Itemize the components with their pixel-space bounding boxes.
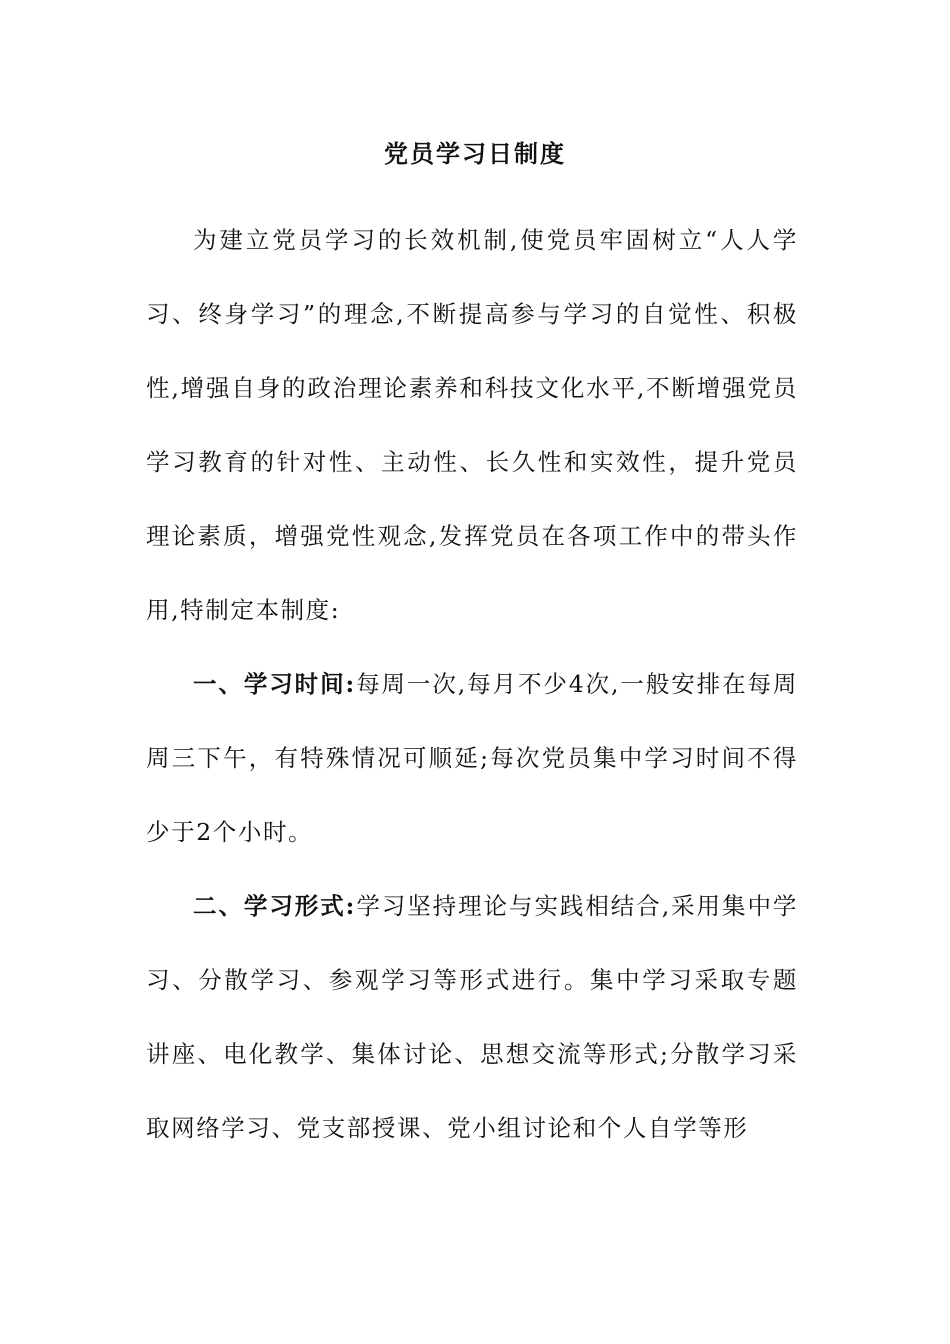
study-time-paragraph [146, 647, 798, 869]
study-form-text: 学习坚持理论与实践相结合,采用集中学习、分散学习、参观学习等形式进行。集中学习采取专题讲座、电化教学、集体讨论、思想交流等形式;分散学习采取网络学习、党支部授课、党小组讨论和个人自学等形 [146, 892, 798, 1142]
study-time-heading: 一、学习时间: [193, 670, 356, 698]
intro-paragraph-text: 为建立党员学习的长效机制,使党员牢固树立“人人学习、终身学习”的理念,不断提高参与学习的自觉性、积极性,增强自身的政治理论素养和科技文化水平,不断增强党员学习教育的针对性、主动性、长久性和实效性，提升党员理论素质，增强党性观念,发挥党员在各项工作中的带头作用,特制定本制度: [146, 226, 798, 624]
document-body [146, 203, 798, 1165]
study-form-heading: 二、学习形式: [193, 892, 356, 920]
intro-paragraph [146, 203, 798, 647]
study-time-text: 每周一次,每月不少4次,一般安排在每周周三下午，有特殊情况可顺延;每次党员集中学习时间不得少于2个小时。 [146, 670, 799, 846]
document-title: 党员学习日制度 [384, 139, 566, 168]
study-form-paragraph [146, 869, 798, 1165]
